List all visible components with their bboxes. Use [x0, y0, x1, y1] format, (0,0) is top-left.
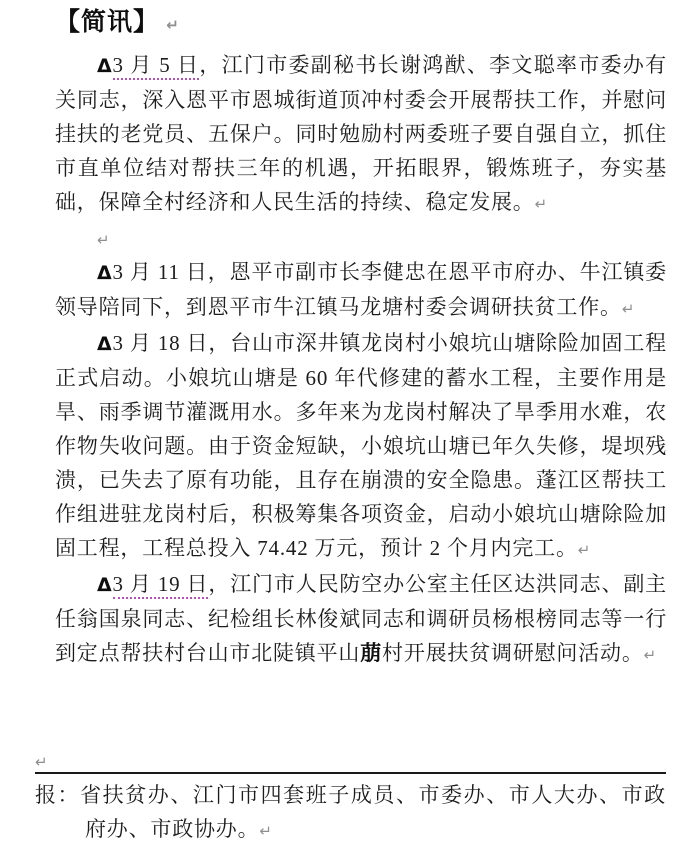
- delta-marker: Δ: [97, 262, 113, 284]
- paragraph-return-mark: ↵: [97, 231, 110, 249]
- delta-marker: Δ: [97, 333, 113, 355]
- section-title-text: 【简讯】: [55, 9, 160, 36]
- delta-marker: Δ: [97, 574, 113, 596]
- news-item-4-text-after: 村开展扶贫调研慰问活动。: [382, 641, 644, 665]
- distribution-footer: [35, 752, 666, 852]
- paragraph-return-mark: ↵: [166, 16, 179, 34]
- news-item-4-date: 3 月 19 日: [113, 572, 209, 599]
- distribution-label: 报：: [35, 783, 81, 807]
- section-title: [55, 4, 667, 44]
- news-item-1-text: ，江门市委副秘书长谢鸿猷、李文聪率市委办有关同志，深入恩平市恩城街道顶冲村委会开展帮扶工作，并慰问挂扶的老党员、五保户。同时勉励村两委班子要自强自立，抓住市直单位结对帮扶三年的机遇，开拓眼界，锻炼班子，夯实基础，保障全村经济和人民生活的持续、稳定发展。: [55, 53, 667, 214]
- document-body: [55, 4, 667, 672]
- news-item-4-text-before: ，江门市人民防空办公室主任区达洪同志、副主任翁国泉同志、纪检组长林俊斌同志和调研员杨根榜同志等一行到定点帮扶村台山市北陡镇平山: [55, 572, 667, 665]
- highlighted-character: 萠: [360, 641, 383, 665]
- paragraph-return-mark: ↵: [259, 822, 272, 840]
- delta-marker: Δ: [97, 55, 113, 77]
- news-item-3: [55, 326, 667, 567]
- news-item-1: [55, 48, 667, 221]
- news-item-2: [55, 255, 667, 326]
- paragraph-return-mark: ↵: [534, 195, 548, 213]
- paragraph-return-mark: ↵: [643, 646, 657, 664]
- news-item-3-date: 3 月 18 日: [112, 331, 209, 355]
- news-item-4: [55, 567, 667, 672]
- footer-separator-line: [35, 772, 666, 774]
- news-item-1-date: 3 月 5 日: [113, 53, 200, 80]
- distribution-note: [35, 778, 666, 852]
- news-item-2-date: 3 月 11 日: [112, 260, 208, 284]
- paragraph-return-mark: ↵: [577, 541, 591, 559]
- news-item-2-text: ，恩平市副市长李健忠在恩平市府办、牛江镇委领导陪同下，到恩平市牛江镇马龙塘村委会调研扶贫工作。: [55, 260, 667, 319]
- paragraph-return-mark: ↵: [621, 300, 635, 318]
- distribution-text: 省扶贫办、江门市四套班子成员、市委办、市人大办、市政府办、市政协办。: [80, 783, 666, 841]
- paragraph-return-mark: ↵: [35, 753, 48, 771]
- news-item-3-text: ，台山市深井镇龙岗村小娘坑山塘除险加固工程正式启动。小娘坑山塘是 60 年代修建的蓄水工程，主要作用是旱、雨季调节灌溉用水。多年来为龙岗村解决了旱季用水难，农作物失收问题。由于资金短缺，小娘坑山塘已年久失修，堤坝残溃，已失去了原有功能，且存在崩溃的安全隐患。蓬江区帮扶工作组进驻龙岗村后，积极筹集各项资金，启动小娘坑山塘除险加固工程，工程总投入 74.42 万元，预计 2 个月内完工。: [55, 331, 667, 560]
- footer-mark-row: [35, 752, 666, 772]
- blank-paragraph: [55, 221, 667, 255]
